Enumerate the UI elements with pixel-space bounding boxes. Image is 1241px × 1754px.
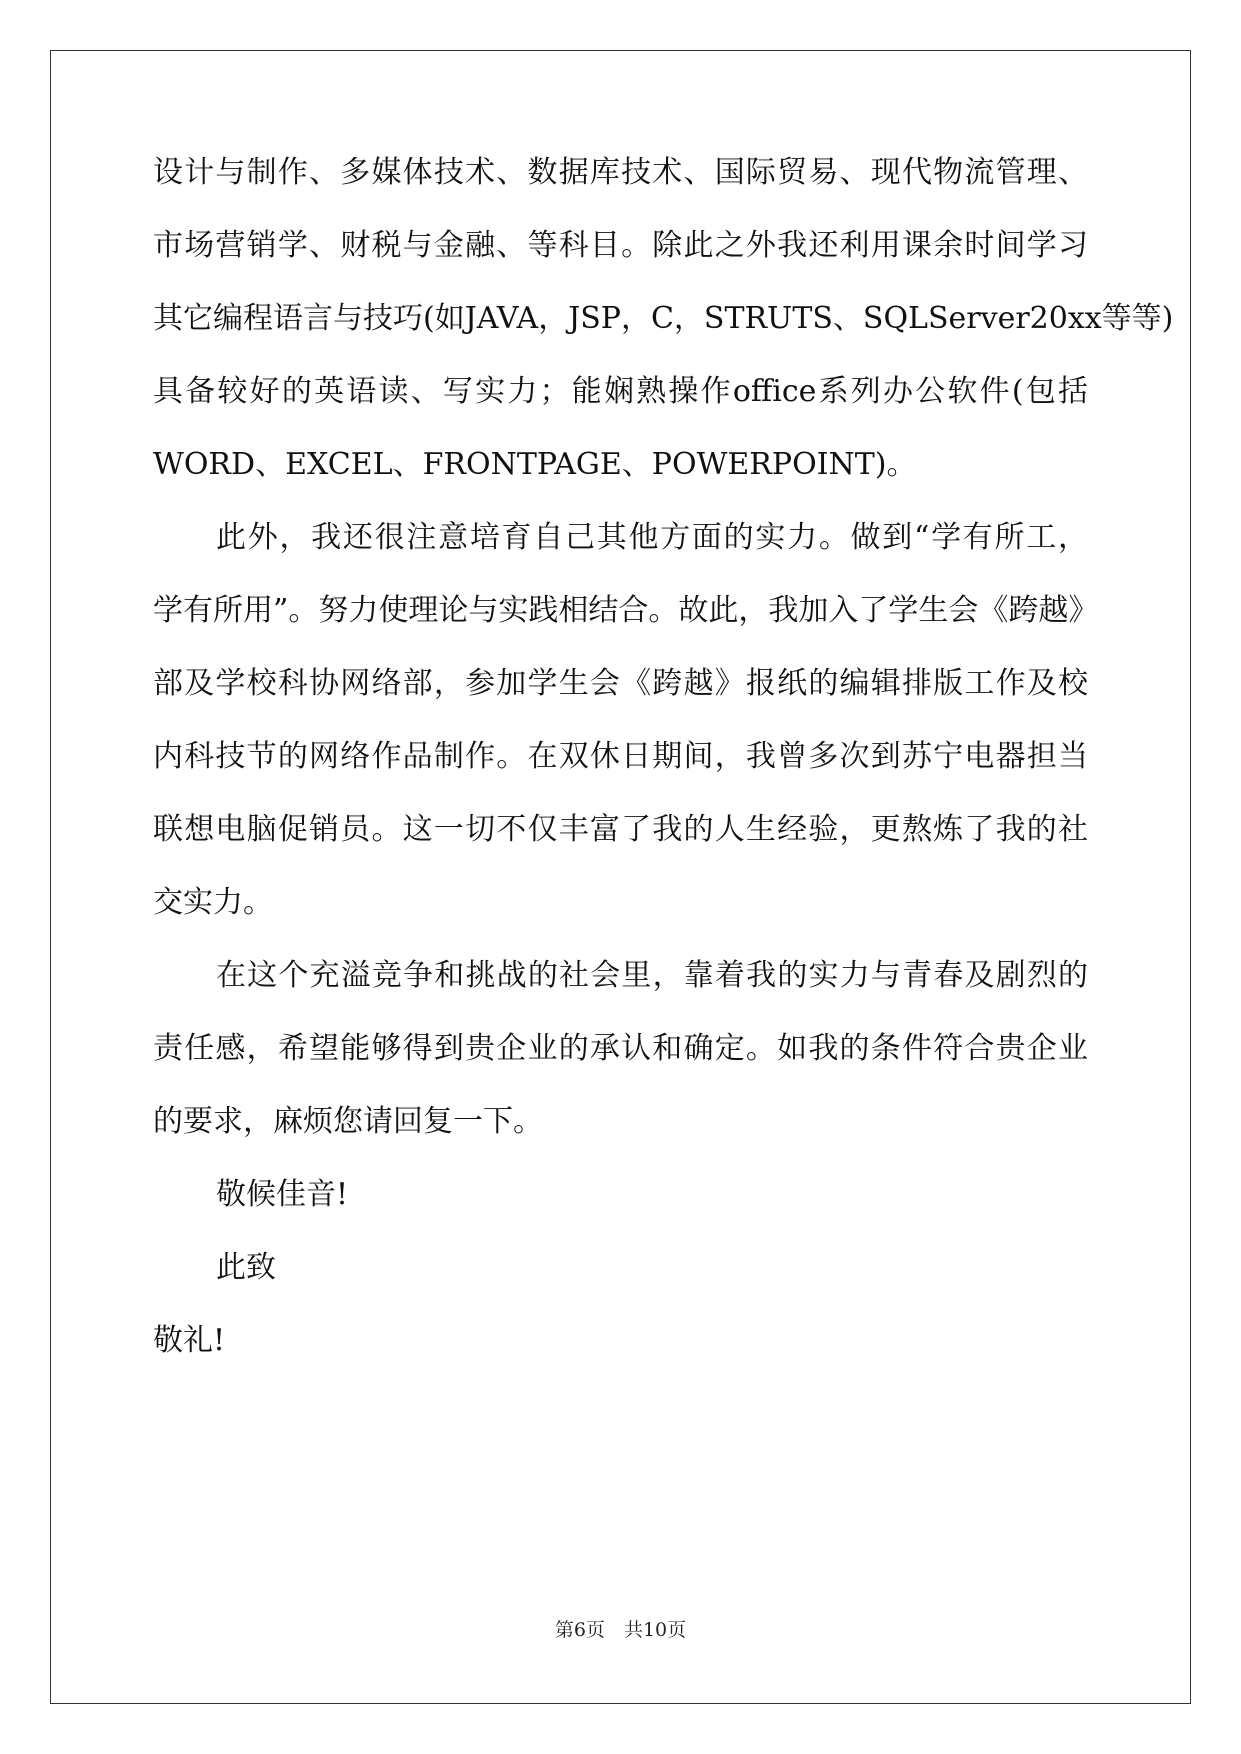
body-line: 的要求，麻烦您请回复一下。 bbox=[153, 1104, 543, 1139]
body-line: 其它编程语言与技巧(如JAVA，JSP，C，STRUTS、SQLServer20xx等等) bbox=[153, 301, 1174, 336]
body-line: 在这个充溢竞争和挑战的社会里，靠着我的实力与青春及剧烈的 bbox=[216, 958, 1088, 993]
body-line: 责任感，希望能够得到贵企业的承认和确定。如我的条件符合贵企业 bbox=[153, 1031, 1088, 1066]
body-line: WORD、EXCEL、FRONTPAGE、POWERPOINT)。 bbox=[153, 447, 917, 482]
body-line: 具备较好的英语读、写实力；能娴熟操作office系列办公软件(包括 bbox=[153, 374, 1088, 409]
body-line: 联想电脑促销员。这一切不仅丰富了我的人生经验，更熬炼了我的社 bbox=[153, 812, 1088, 847]
closing-line: 敬礼! bbox=[153, 1323, 226, 1358]
body-line: 此外，我还很注意培育自己其他方面的实力。做到“学有所工， bbox=[216, 520, 1088, 555]
body-line: 内科技节的网络作品制作。在双休日期间，我曾多次到苏宁电器担当 bbox=[153, 739, 1088, 774]
body-line: 学有所用”。努力使理论与实践相结合。故此，我加入了学生会《跨越》 bbox=[153, 593, 1099, 628]
closing-line: 敬候佳音! bbox=[216, 1177, 349, 1212]
closing-line: 此致 bbox=[216, 1250, 276, 1285]
body-line: 市场营销学、财税与金融、等科目。除此之外我还利用课余时间学习 bbox=[153, 228, 1088, 263]
body-line: 部及学校科协网络部，参加学生会《跨越》报纸的编辑排版工作及校 bbox=[153, 666, 1088, 701]
page-number: 第6页 共10页 bbox=[554, 1619, 687, 1641]
body-line: 交实力。 bbox=[153, 885, 273, 920]
body-line: 设计与制作、多媒体技术、数据库技术、国际贸易、现代物流管理、 bbox=[153, 155, 1088, 190]
